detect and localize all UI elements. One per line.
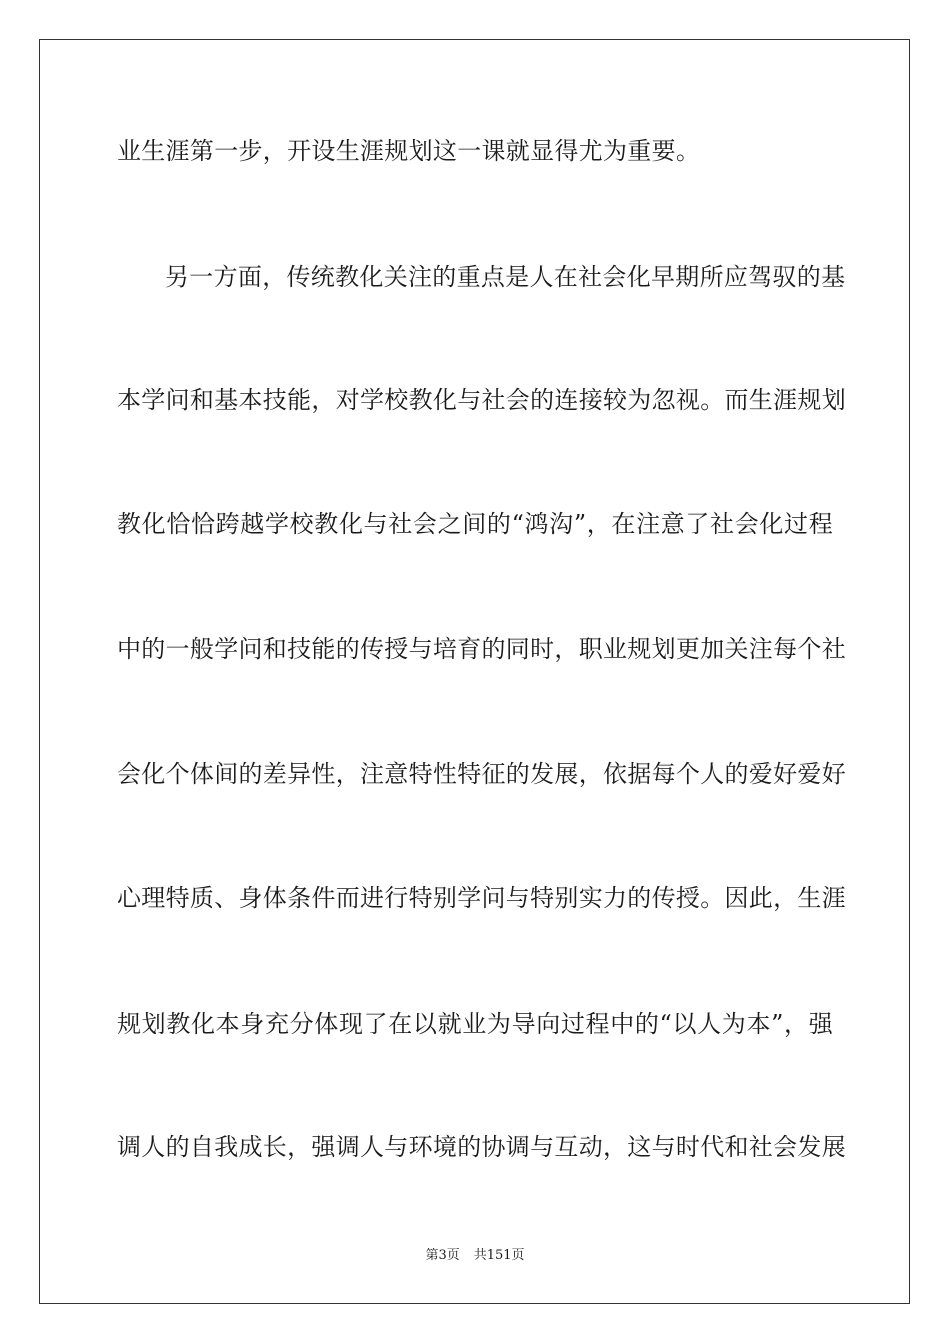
paragraph-line: 教化恰恰跨越学校教化与社会之间的“鸿沟”，在注意了社会化过程: [117, 510, 833, 538]
page-number: 第3页: [425, 1248, 460, 1263]
page-border: [39, 39, 910, 1304]
paragraph-line: 中的一般学问和技能的传授与培育的同时，职业规划更加关注每个社: [117, 635, 846, 663]
page-footer: [0, 1247, 950, 1265]
paragraph-line: 会化个体间的差异性，注意特性特征的发展，依据每个人的爱好爱好: [117, 760, 846, 788]
paragraph-line: 调人的自我成长，强调人与环境的协调与互动，这与时代和社会发展: [117, 1133, 846, 1161]
paragraph-line: 规划教化本身充分体现了在以就业为导向过程中的“以人为本”，强: [117, 1010, 833, 1038]
paragraph-line: 本学问和基本技能，对学校教化与社会的连接较为忽视。而生涯规划: [117, 386, 846, 414]
paragraph-line: 业生涯第一步，开设生涯规划这一课就显得尤为重要。: [117, 137, 701, 165]
paragraph-line: 另一方面，传统教化关注的重点是人在社会化早期所应驾驭的基: [165, 263, 846, 291]
paragraph-line: 心理特质、身体条件而进行特别学问与特别实力的传授。因此，生涯: [117, 884, 846, 912]
page-total: 共151页: [473, 1248, 525, 1263]
